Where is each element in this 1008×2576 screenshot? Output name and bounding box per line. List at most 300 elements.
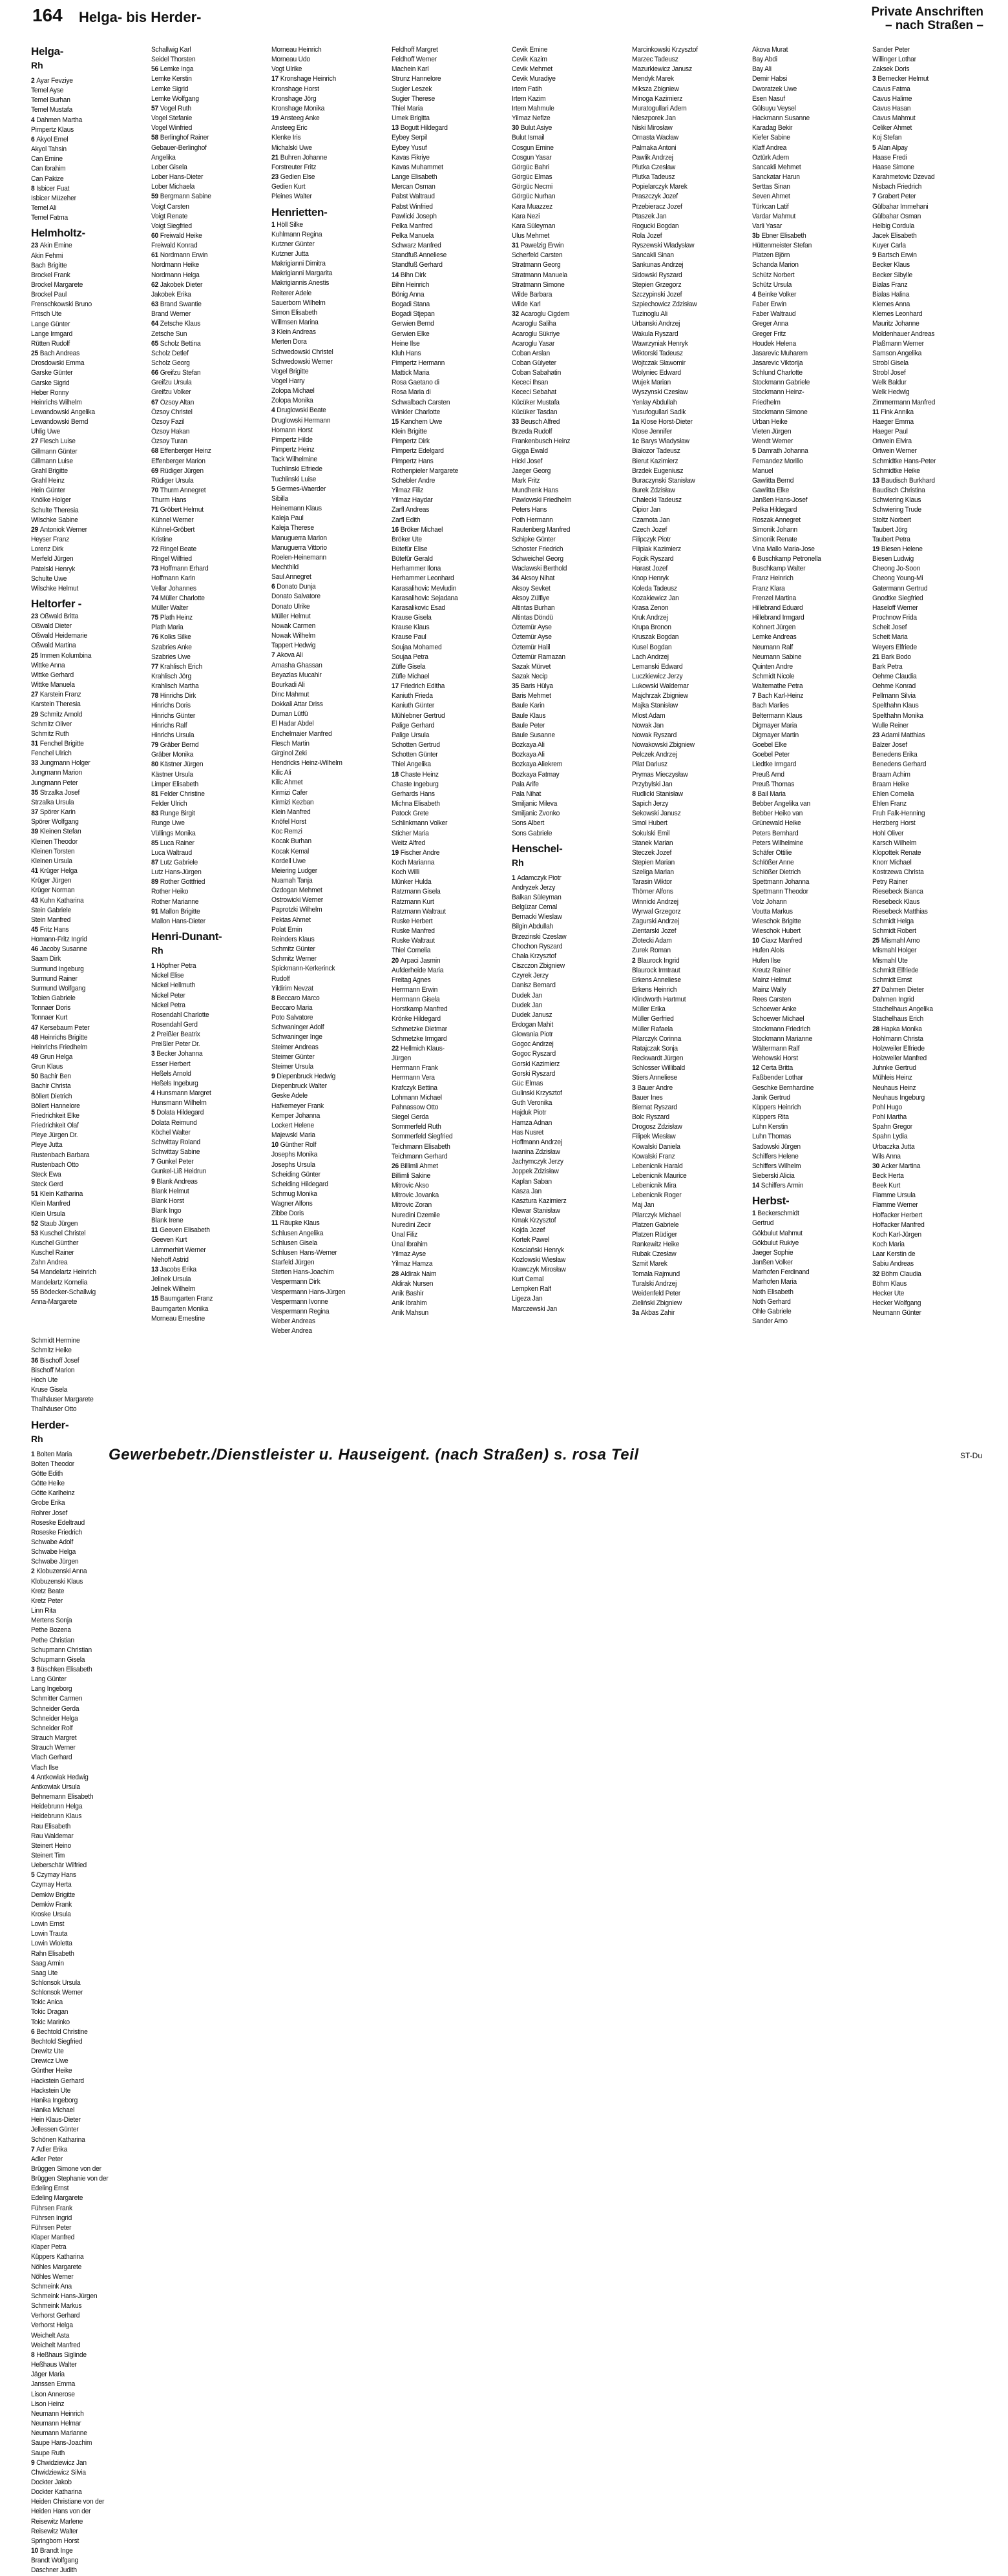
- resident-entry: Eybey Serpil: [392, 134, 428, 142]
- resident-entry: Plath Maria: [151, 623, 184, 632]
- resident-entry: Wilschke Helmut: [31, 584, 79, 592]
- resident-entry: Rogucki Bogdan: [632, 222, 679, 230]
- resident-entry: Aldirak Nursen: [392, 1279, 434, 1288]
- resident-entry: Ohle Gabriele: [752, 1307, 792, 1315]
- resident-entry: Nöhles Margarete: [31, 2263, 82, 2271]
- resident-entry: 23 Akin Emine: [31, 242, 72, 250]
- resident-entry: Samson Angelika: [872, 349, 922, 357]
- resident-entry: Schütz Norbert: [752, 271, 795, 279]
- resident-entry: Strauch Margret: [31, 1734, 77, 1743]
- resident-entry: Lohmann Michael: [392, 1093, 442, 1102]
- resident-entry: Thörner Alfons: [632, 888, 673, 896]
- resident-entry: Steinert Heino: [31, 1841, 72, 1850]
- house-number: 5: [151, 1109, 155, 1117]
- resident-entry: Celiker Ahmet: [872, 124, 912, 132]
- resident-entry: 7 Grabert Peter: [872, 193, 916, 201]
- resident-entry: Rüdiger Ursula: [151, 476, 194, 485]
- resident-entry: Hoffacker Manfred: [872, 1220, 925, 1229]
- resident-entry: Neumann Helmar: [31, 2420, 81, 2428]
- house-number: 9: [31, 2458, 35, 2467]
- resident-entry: Szabries Anke: [151, 643, 192, 651]
- resident-entry: Heinrichs Wilhelm: [31, 398, 82, 406]
- resident-entry: Karasalihovic Sejadana: [392, 594, 458, 602]
- resident-entry: Brzezinski Czeslaw: [512, 932, 567, 941]
- resident-entry: Gülbahar Immehani: [872, 202, 929, 211]
- resident-entry: 1 Höll Silke: [271, 220, 303, 229]
- resident-entry: Herrmann Frank: [392, 1064, 438, 1073]
- resident-entry: Lange Elisabeth: [392, 173, 437, 182]
- resident-entry: 6 Donato Dunja: [271, 583, 316, 591]
- resident-entry: Pimpertz Hilde: [271, 435, 313, 444]
- house-number: 11: [151, 1226, 158, 1235]
- resident-entry: Rau Waldemar: [31, 1832, 74, 1840]
- resident-entry: Ciszczon Zbigniew: [512, 962, 565, 970]
- resident-entry: Krause Paul: [392, 633, 426, 642]
- resident-entry: Rudolf: [271, 974, 290, 983]
- resident-entry: 9 Diepenbruck Hedwig: [271, 1073, 336, 1081]
- resident-entry: Iwanina Zdzisław: [512, 1148, 560, 1157]
- resident-entry: Friedrichkeit Olaf: [31, 1122, 79, 1130]
- resident-entry: Holzweiler Manfred: [872, 1054, 927, 1063]
- resident-entry: Ptaszek Jan: [632, 212, 667, 220]
- resident-entry: 1 Höpfner Petra: [151, 962, 196, 970]
- resident-entry: Wawrzyniak Henryk: [632, 339, 688, 348]
- resident-entry: Spelthahn Monika: [872, 711, 923, 720]
- house-number: 21: [271, 153, 278, 162]
- house-number: 56: [151, 65, 158, 74]
- house-number: 14: [752, 1182, 759, 1190]
- house-number: 36: [31, 1356, 38, 1365]
- resident-entry: Nordmann Helga: [151, 271, 200, 279]
- resident-entry: Pala Arife: [512, 780, 539, 788]
- resident-entry: 3 Bernecker Helmut: [872, 75, 929, 83]
- resident-entry: Klopottek Renate: [872, 848, 921, 857]
- house-number: 6: [31, 135, 35, 143]
- resident-entry: Bischoff Marion: [31, 1366, 75, 1374]
- resident-entry: Homann Horst: [271, 426, 313, 434]
- resident-entry: Tobien Gabriele: [31, 994, 76, 1003]
- resident-entry: Böllert Hannelore: [31, 1102, 80, 1110]
- resident-entry: Pelka Manfred: [392, 222, 433, 230]
- resident-entry: Vlach Ilse: [31, 1763, 59, 1772]
- house-number: 33: [31, 759, 38, 768]
- resident-entry: Krafczyk Bettina: [392, 1084, 437, 1092]
- resident-entry: 2 Blaurock Ingrid: [632, 956, 680, 965]
- resident-entry: Morneau Heinrich: [271, 46, 322, 54]
- house-number: 6: [31, 2027, 35, 2036]
- resident-entry: 45 Fritz Hans: [31, 925, 69, 934]
- house-number: 64: [151, 320, 158, 328]
- resident-entry: Kilic Ali: [271, 769, 291, 777]
- resident-entry: Kowalski Franz: [632, 1152, 675, 1160]
- resident-entry: Erkens Anneliese: [632, 976, 681, 984]
- resident-entry: Lemke Wolfgang: [151, 94, 199, 103]
- house-number: 11: [872, 408, 879, 416]
- resident-entry: Bark Petra: [872, 662, 903, 671]
- resident-entry: Ratzmann Waltraut: [392, 907, 446, 916]
- house-number: 3b: [752, 231, 760, 240]
- resident-entry: Gatermann Gertrud: [872, 584, 928, 592]
- resident-entry: Führsen Frank: [31, 2204, 72, 2212]
- house-number: 10: [752, 937, 759, 945]
- resident-entry: Nowak Ryszard: [632, 731, 677, 739]
- resident-entry: Schulte Uwe: [31, 574, 67, 583]
- resident-entry: Schwarz Manfred: [392, 242, 441, 250]
- resident-entry: Sieberski Alicia: [752, 1171, 795, 1180]
- resident-entry: Dudek Jan: [512, 991, 543, 1000]
- house-number: 25: [31, 651, 38, 660]
- resident-entry: Schmitz Günter: [271, 945, 315, 954]
- resident-entry: Ornasta Wacław: [632, 134, 678, 142]
- house-number: 57: [151, 104, 158, 112]
- resident-entry: 22 Hellmich Klaus-: [392, 1044, 445, 1052]
- resident-entry: Bechtold Siegfried: [31, 2037, 83, 2046]
- resident-entry: Jelinek Ursula: [151, 1275, 191, 1284]
- resident-entry: Yilmaz Filiz: [392, 487, 423, 495]
- resident-entry: Sander Peter: [872, 46, 910, 54]
- resident-entry: Minoga Kazimierz: [632, 94, 683, 103]
- resident-entry: Wakula Ryszard: [632, 330, 678, 338]
- house-number: 80: [151, 760, 158, 769]
- resident-entry: Rau Elisabeth: [31, 1822, 71, 1830]
- resident-entry: 8 Heßhaus Siglinde: [31, 2351, 87, 2359]
- resident-entry: Lemke Kerstin: [151, 75, 192, 83]
- house-number: 10: [31, 2547, 38, 2555]
- resident-entry: 46 Jacoby Susanne: [31, 945, 87, 954]
- resident-entry: Öztemür Halil: [512, 643, 551, 651]
- resident-entry: Özsoy Fazil: [151, 417, 185, 426]
- resident-entry: Rola Jozef: [632, 231, 662, 240]
- resident-entry: Görgüc Bahri: [512, 163, 549, 171]
- resident-entry: 78 Hinrichs Dirk: [151, 692, 196, 700]
- resident-entry: Tonnaer Kurt: [31, 1014, 68, 1022]
- resident-entry: Baule Susanne: [512, 731, 555, 739]
- resident-entry: Weber Andrea: [271, 1327, 312, 1335]
- resident-entry: Platzen Gabriele: [632, 1220, 679, 1229]
- resident-entry: Hinrichs Doris: [151, 702, 191, 710]
- resident-entry: Daschner Judith: [31, 2566, 77, 2575]
- resident-entry: 91 Mallon Brigitte: [151, 907, 200, 916]
- resident-entry: Pimpertz Edelgard: [392, 447, 444, 456]
- resident-entry: Praszczyk Jozef: [632, 193, 678, 201]
- house-number: 15: [151, 1295, 158, 1303]
- resident-entry: Greifzu Volker: [151, 388, 191, 397]
- resident-entry: 31 Fenchel Brigitte: [31, 740, 84, 748]
- resident-entry: Druglowski Hermann: [271, 416, 331, 424]
- resident-entry: Flesch Martin: [271, 739, 310, 748]
- resident-entry: Ünal Filiz: [392, 1230, 418, 1239]
- resident-entry: Czarnota Jan: [632, 516, 670, 524]
- resident-entry: 3 Büschken Elisabeth: [31, 1666, 92, 1673]
- resident-entry: Zlotecki Adam: [632, 937, 672, 945]
- resident-entry: Fojcik Ryszard: [632, 555, 674, 563]
- resident-entry: Schanda Marion: [752, 261, 799, 269]
- house-number: 2: [632, 956, 636, 965]
- resident-entry: Mitrovic Jovanka: [392, 1191, 439, 1200]
- resident-entry: Stockmann Simone: [752, 408, 808, 416]
- resident-entry: Herrmann Vera: [392, 1074, 435, 1082]
- resident-entry: 25 Mismahl Arno: [872, 937, 920, 945]
- resident-entry: Becker Sibylle: [872, 271, 912, 279]
- resident-entry: Dudek Jan: [512, 1001, 543, 1009]
- resident-entry: Reckwardt Jürgen: [632, 1054, 684, 1063]
- resident-entry: 11 Räupke Klaus: [271, 1219, 320, 1228]
- resident-entry: Bay Abdi: [752, 56, 777, 64]
- resident-entry: Lebenicnik Harald: [632, 1162, 683, 1170]
- resident-entry: Donato Ulrike: [271, 602, 310, 611]
- resident-entry: Maj Jan: [632, 1201, 655, 1209]
- resident-entry: Behnemann Elisabeth: [31, 1793, 94, 1801]
- resident-entry: Forstreuter Fritz: [271, 163, 317, 171]
- house-number: 7: [752, 692, 756, 700]
- resident-entry: Pimpertz Heinz: [271, 446, 315, 454]
- resident-entry: Yusufogullari Sadik: [632, 408, 686, 416]
- resident-entry: Öztemür Ayse: [512, 623, 552, 632]
- resident-entry: Götte Edith: [31, 1469, 63, 1478]
- resident-entry: Pethe Bozena: [31, 1626, 71, 1635]
- resident-entry: Spettmann Theodor: [752, 888, 808, 896]
- resident-entry: Stockmann Marianne: [752, 1034, 813, 1043]
- resident-entry: Klein Manfred: [31, 1200, 70, 1208]
- resident-entry: 39 Kleinen Stefan: [31, 828, 81, 836]
- resident-entry: 4 Beinke Volker: [752, 290, 797, 298]
- resident-entry: Coban Sabahatin: [512, 369, 562, 377]
- resident-entry: Grünewald Heike: [752, 819, 801, 828]
- resident-entry: 69 Rüdiger Jürgen: [151, 466, 204, 475]
- house-number: 9: [271, 1073, 275, 1081]
- resident-entry: Pleye Jutta: [31, 1141, 63, 1149]
- house-number: 49: [31, 1053, 38, 1061]
- resident-entry: Roelen-Heinemann: [271, 553, 327, 561]
- resident-entry: Pelka Manuela: [392, 231, 434, 240]
- resident-entry: Varli Yasar: [752, 222, 782, 230]
- resident-entry: 13 Jacobs Erika: [151, 1265, 196, 1273]
- resident-entry: Mendyk Marek: [632, 75, 674, 83]
- resident-entry: Klein Ursula: [31, 1209, 65, 1218]
- resident-entry: Sazak Mürvet: [512, 662, 551, 671]
- resident-entry: Garske Sigrid: [31, 379, 70, 387]
- house-number: 7: [872, 193, 876, 201]
- resident-entry: Lebenicnik Roger: [632, 1191, 682, 1200]
- resident-entry: Rudlicki Stanisław: [632, 790, 683, 798]
- resident-entry: Scholz Georg: [151, 359, 190, 367]
- resident-entry: Güc Elmas: [512, 1079, 543, 1087]
- resident-entry: Mismahl Ute: [872, 956, 908, 965]
- resident-entry: Cevik Mehmet: [512, 65, 553, 74]
- resident-entry: Taubert Petra: [872, 535, 910, 543]
- resident-entry: Spickmann-Kerkerinck: [271, 965, 335, 973]
- resident-entry: Hoffacker Herbert: [872, 1211, 923, 1219]
- resident-entry: Bolc Ryszard: [632, 1113, 669, 1122]
- resident-entry: 6 Akyol Emel: [31, 135, 68, 143]
- resident-entry: Rosendahl Charlotte: [151, 1011, 209, 1019]
- resident-entry: Sadowski Jürgen: [752, 1142, 801, 1151]
- house-number: 4: [752, 290, 756, 298]
- resident-entry: Müller Gerfried: [632, 1015, 674, 1023]
- resident-entry: Weidenfeld Peter: [632, 1289, 681, 1297]
- resident-entry: Knorr Michael: [872, 858, 912, 866]
- resident-entry: 17 Kronshage Heinrich: [271, 75, 337, 83]
- resident-entry: Standfuß Anneliese: [392, 251, 447, 260]
- resident-entry: 7 Bach Karl-Heinz: [752, 692, 804, 700]
- resident-entry: Wilde Karl: [512, 300, 541, 309]
- resident-entry: 58 Berlinghof Rainer: [151, 134, 209, 142]
- resident-entry: Janik Gertrud: [752, 1093, 790, 1102]
- resident-entry: Gogoc Andrzej: [512, 1040, 554, 1049]
- resident-entry: Wältermann Ralf: [752, 1044, 800, 1052]
- resident-entry: Biesen Ludwig: [872, 555, 914, 563]
- resident-entry: Adler Peter: [31, 2155, 63, 2163]
- resident-entry: Edeling Margarete: [31, 2194, 83, 2203]
- resident-entry: Temel Ayse: [31, 87, 64, 95]
- resident-entry: Guth Veronika: [512, 1099, 552, 1107]
- resident-entry: Homann-Fritz Ingrid: [31, 936, 87, 944]
- house-number: 52: [31, 1219, 38, 1228]
- resident-entry: Kasztura Kazimierz: [512, 1197, 567, 1205]
- resident-entry: 23 Oßwald Britta: [31, 612, 79, 620]
- resident-entry: Pilat Dariusz: [632, 760, 667, 769]
- resident-entry: Goebel Peter: [752, 751, 790, 759]
- resident-entry: Bialas Franz: [872, 280, 908, 289]
- resident-entry: Frenzel Martina: [752, 594, 797, 602]
- house-number: 8: [271, 994, 275, 1002]
- resident-entry: Scheit Josef: [872, 623, 907, 632]
- resident-entry: Wittke Manuela: [31, 681, 75, 689]
- resident-entry: Ruske Manfred: [392, 927, 435, 936]
- column-5: [512, 45, 627, 1336]
- resident-entry: Brockel Paul: [31, 291, 67, 299]
- resident-entry: Platzen Björn: [752, 251, 790, 260]
- resident-entry: Saag Armin: [31, 1959, 64, 1967]
- resident-entry: Neumann Ralf: [752, 643, 793, 651]
- resident-entry: Kaniuth Frieda: [392, 692, 433, 700]
- house-number: 66: [151, 369, 158, 377]
- resident-entry: Siegel Gerda: [392, 1113, 429, 1122]
- resident-entry: Sommerfeld Siegfried: [392, 1133, 453, 1141]
- resident-entry: Rubak Czesław: [632, 1250, 677, 1259]
- resident-entry: Nowak Wilhelm: [271, 632, 315, 640]
- resident-entry: Klemes Leonhard: [872, 310, 923, 319]
- resident-entry: Karadag Bekir: [752, 124, 793, 132]
- resident-entry: Rustenbach Barbara: [31, 1151, 90, 1159]
- resident-entry: 7 Adler Erika: [31, 2145, 68, 2153]
- resident-entry: Heber Ronny: [31, 388, 69, 397]
- resident-entry: Chałecki Tadeusz: [632, 496, 682, 505]
- resident-entry: Baule Karin: [512, 702, 545, 710]
- resident-entry: 1a Klose Horst-Dieter: [632, 417, 693, 426]
- resident-entry: Jäger Maria: [31, 2371, 65, 2379]
- resident-entry: Cosgun Emine: [512, 143, 554, 152]
- resident-entry: Wujek Marian: [632, 379, 671, 387]
- resident-entry: Cosgun Yasar: [512, 153, 552, 162]
- resident-entry: Kohnert Jürgen: [752, 623, 796, 632]
- resident-entry: Ehlen Cornelia: [872, 790, 914, 798]
- resident-entry: Rothenpieler Margarete: [392, 466, 459, 475]
- resident-entry: Küppers Katharina: [31, 2253, 84, 2261]
- resident-entry: 18 Chaste Heinz: [392, 770, 439, 779]
- resident-entry: 71 Gröbert Helmut: [151, 506, 204, 514]
- resident-entry: Scheit Maria: [872, 633, 908, 642]
- house-number: 5: [752, 447, 756, 456]
- resident-entry: Peters Wilhelmine: [752, 839, 804, 847]
- resident-entry: Schneider Gerda: [31, 1704, 79, 1713]
- house-number: 23: [31, 612, 38, 620]
- resident-entry: Sabiu Andreas: [872, 1260, 914, 1268]
- resident-entry: Manuguerra Vittorio: [271, 543, 327, 552]
- resident-entry: Yildirim Nevzat: [271, 984, 313, 992]
- resident-entry: Holzweiler Elfriede: [872, 1044, 925, 1052]
- resident-entry: Spelthahn Klaus: [872, 702, 919, 710]
- resident-entry: Zieliński Zbigniew: [632, 1299, 682, 1307]
- house-number: 11: [271, 1219, 278, 1228]
- house-number: 87: [151, 858, 158, 866]
- column-6: [632, 45, 747, 1336]
- house-number: 6: [752, 555, 756, 563]
- resident-entry: Laar Kerstin de: [872, 1250, 916, 1259]
- resident-entry: Popielarczyk Marek: [632, 183, 688, 191]
- resident-entry: Taubert Jörg: [872, 525, 908, 534]
- resident-entry: Gigga Ewald: [512, 447, 548, 456]
- resident-entry: Białozor Tadeusz: [632, 447, 680, 456]
- resident-entry: 21 Bark Bodo: [872, 653, 911, 661]
- resident-entry: Wyrwal Grzegorz: [632, 907, 681, 916]
- resident-entry: Krahlisch Martha: [151, 682, 199, 691]
- resident-entry: Mitrovic Zoran: [392, 1201, 432, 1209]
- resident-entry: Nordmann Heike: [151, 261, 200, 269]
- resident-entry: Görgüc Necmi: [512, 183, 553, 191]
- resident-entry: 19 Biesen Helene: [872, 545, 923, 553]
- resident-entry: Cavus Hasan: [872, 104, 911, 112]
- resident-entry: Gökbulut Mahmut: [752, 1229, 803, 1237]
- resident-entry: Hein Günter: [31, 487, 65, 495]
- house-number: 5: [31, 1871, 35, 1880]
- resident-entry: Kavas Muhammet: [392, 163, 443, 171]
- resident-entry: 25 Immen Kolumbina: [31, 651, 92, 660]
- resident-entry: Yenlay Abdullah: [632, 398, 677, 406]
- resident-entry: Simon Elisabeth: [271, 308, 317, 317]
- resident-entry: Irtem Fatih: [512, 85, 542, 93]
- resident-entry: Scheiding Hildegard: [271, 1180, 328, 1188]
- resident-entry: Fritsch Ute: [31, 310, 62, 319]
- house-number: 13: [872, 476, 879, 485]
- resident-entry: Steimer Andreas: [271, 1043, 319, 1051]
- resident-entry: Brockel Frank: [31, 271, 70, 279]
- resident-entry: Ulus Mehmet: [512, 231, 550, 240]
- resident-entry: Zahn Andrea: [31, 1259, 68, 1267]
- resident-entry: Marhofen Maria: [752, 1278, 797, 1286]
- resident-entry: Sekowski Janusz: [632, 810, 681, 818]
- resident-entry: Petry Rainer: [872, 878, 908, 886]
- resident-entry: Angelika: [151, 153, 176, 162]
- resident-entry: Digmayer Martin: [752, 731, 799, 739]
- resident-entry: 10 Ciaxz Manfred: [752, 937, 803, 945]
- column-1: [31, 45, 146, 1336]
- resident-entry: Roszak Annegret: [752, 516, 801, 524]
- resident-entry: 62 Jakobek Dieter: [151, 280, 203, 289]
- resident-entry: Demir Habsi: [752, 75, 788, 83]
- resident-entry: Koch Maria: [872, 1241, 905, 1249]
- resident-entry: 3 Becker Johanna: [151, 1050, 203, 1058]
- resident-entry: Chała Krzysztof: [512, 952, 556, 960]
- resident-entry: Krahlisch Jörg: [151, 673, 191, 680]
- resident-entry: Münker Hulda: [392, 878, 432, 886]
- resident-entry: Erkens Heinrich: [632, 986, 677, 994]
- resident-entry: Grobe Erika: [31, 1499, 65, 1507]
- resident-entry: Knop Henryk: [632, 574, 669, 583]
- district-marker: Rh: [512, 857, 524, 868]
- resident-entry: Zolopa Monika: [271, 397, 313, 405]
- resident-entry: Quinten Andre: [752, 662, 793, 671]
